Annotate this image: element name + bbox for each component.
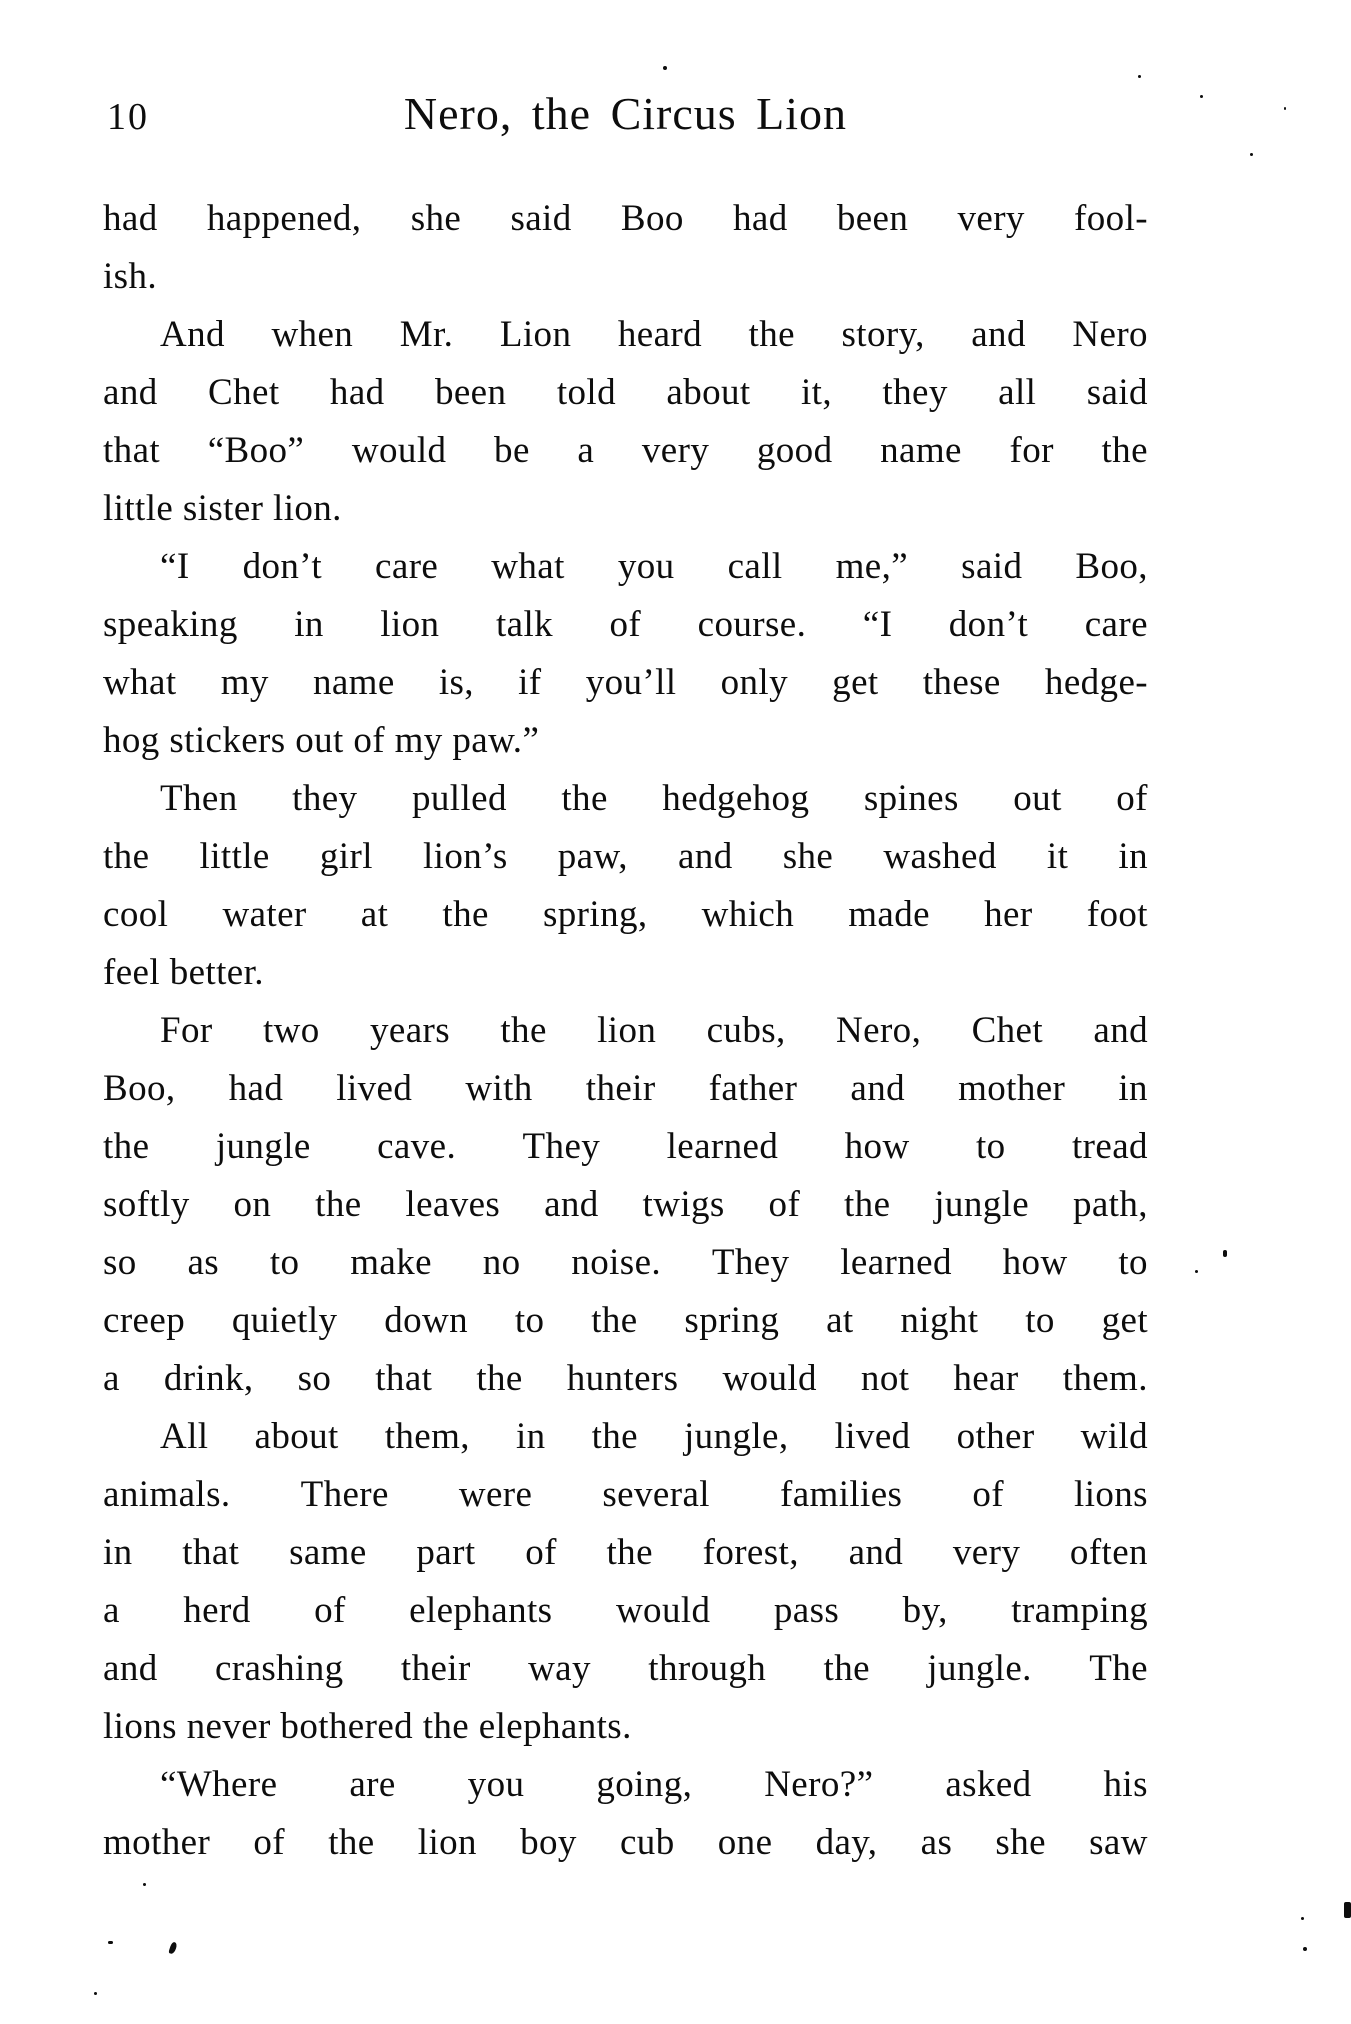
text-line: All about them, in the jungle, lived other wild xyxy=(160,1416,1148,1457)
page-edge-mark xyxy=(1344,1902,1351,1918)
page-title: Nero, the Circus Lion xyxy=(403,88,848,139)
text-line: had happened, she said Boo had been very fool- xyxy=(103,198,1148,239)
text-line: and Chet had been told about it, they all said xyxy=(103,372,1148,413)
text-line: cool water at the spring, which made her foot xyxy=(103,894,1148,935)
text-line: a herd of elephants would pass by, tramping xyxy=(103,1590,1148,1631)
text-line: the little girl lion’s paw, and she washed it in xyxy=(103,836,1148,877)
ink-speck xyxy=(663,66,667,70)
ink-speck xyxy=(94,1992,97,1995)
ink-speck xyxy=(1195,1270,1198,1273)
ink-speck xyxy=(1250,153,1253,156)
page-header xyxy=(103,86,1148,146)
text-line: And when Mr. Lion heard the story, and Nero xyxy=(160,314,1148,355)
text-line: mother of the lion boy cub one day, as she saw xyxy=(103,1822,1148,1863)
text-line: in that same part of the forest, and very often xyxy=(103,1532,1148,1573)
ink-speck xyxy=(1301,1917,1304,1920)
ink-speck xyxy=(1284,107,1286,110)
ink-speck xyxy=(143,1883,146,1886)
text-line: and crashing their way through the jungle. The xyxy=(103,1648,1148,1689)
text-line: Then they pulled the hedgehog spines out of xyxy=(160,778,1148,819)
ink-speck xyxy=(108,1941,113,1944)
text-line: Boo, had lived with their father and mother in xyxy=(103,1068,1148,1109)
text-line: hog stickers out of my paw.” xyxy=(103,720,540,761)
text-line: For two years the lion cubs, Nero, Chet and xyxy=(160,1010,1148,1051)
text-line: “Where are you going, Nero?” asked his xyxy=(160,1764,1148,1805)
ink-speck xyxy=(1138,75,1141,78)
text-line: softly on the leaves and twigs of the jungle path, xyxy=(103,1184,1148,1225)
body-text xyxy=(103,190,1148,1872)
page-number: 10 xyxy=(107,96,149,138)
text-line: speaking in lion talk of course. “I don’t care xyxy=(103,604,1148,645)
text-line: little sister lion. xyxy=(103,488,342,529)
ink-speck xyxy=(1223,1250,1227,1257)
text-line: feel better. xyxy=(103,952,264,993)
text-line: creep quietly down to the spring at night to get xyxy=(103,1300,1148,1341)
ink-speck xyxy=(168,1941,177,1954)
ink-speck xyxy=(1303,1947,1307,1951)
text-line: animals. There were several families of lions xyxy=(103,1474,1148,1515)
text-line: lions never bothered the elephants. xyxy=(103,1706,632,1747)
ink-speck xyxy=(1200,95,1203,98)
text-line: ish. xyxy=(103,256,158,297)
text-line: so as to make no noise. They learned how to xyxy=(103,1242,1148,1283)
text-line: the jungle cave. They learned how to tread xyxy=(103,1126,1148,1167)
text-line: that “Boo” would be a very good name for the xyxy=(103,430,1148,471)
text-line: “I don’t care what you call me,” said Boo, xyxy=(160,546,1148,587)
text-line: a drink, so that the hunters would not hear them. xyxy=(103,1358,1148,1399)
text-line: what my name is, if you’ll only get these hedge- xyxy=(103,662,1148,703)
